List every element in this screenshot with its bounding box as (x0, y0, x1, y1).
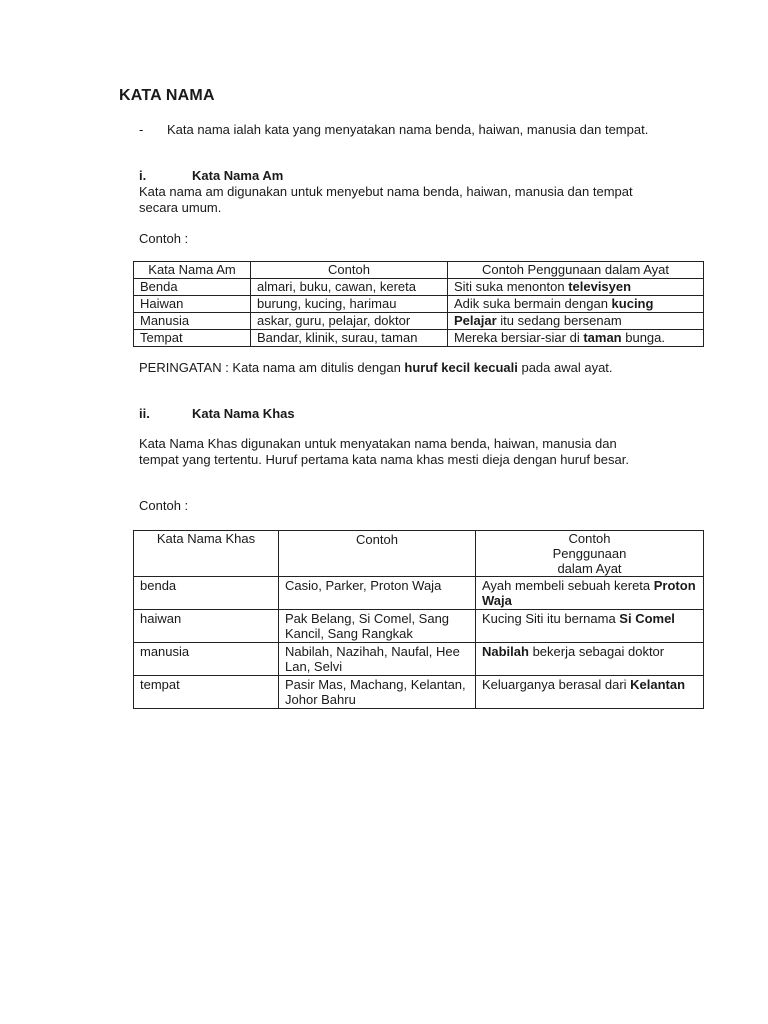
section1-number: i. (139, 168, 147, 183)
header-cell: Contoh (279, 531, 476, 577)
examples-cell: Casio, Parker, Proton Waja (279, 577, 476, 610)
sentence-text: Kucing Siti itu bernama (482, 611, 620, 626)
warning-text: PERINGATAN : Kata nama am ditulis dengan (139, 360, 405, 375)
bullet-dash: - (139, 122, 144, 137)
table-row (134, 577, 704, 610)
table-row (134, 313, 704, 330)
category-cell: manusia (134, 643, 279, 676)
section2-description: Kata Nama Khas digunakan untuk menyatakan nama benda, haiwan, manusia dan tempat yang tertentu. Huruf pertama kata nama khas mesti dieja dengan huruf besar. (139, 436, 629, 467)
sentence-text: Adik suka bermain dengan (454, 296, 612, 311)
sentence-text: Mereka bersiar-siar di (454, 330, 584, 345)
sentence-text: Keluarganya berasal dari (482, 677, 631, 692)
sentence-text: bekerja sebagai doktor (528, 644, 665, 659)
section2-example-label: Contoh : (139, 498, 189, 513)
header-cell: Kata Nama Khas (134, 531, 279, 577)
warning-note (139, 360, 634, 376)
intro-text: Kata nama ialah kata yang menyatakan nama benda, haiwan, manusia dan tempat. (167, 122, 649, 137)
sentence-cell (476, 610, 704, 643)
sentence-cell (448, 296, 704, 313)
sentence-bold-word: Pelajar (454, 313, 497, 328)
sentence-bold-word: Si Comel (619, 611, 675, 626)
header-cell: Contoh Penggunaan dalam Ayat (448, 262, 704, 279)
examples-cell: askar, guru, pelajar, doktor (251, 313, 448, 330)
category-cell: haiwan (134, 610, 279, 643)
sentence-text: itu sedang bersenam (496, 313, 622, 328)
sentence-bold-word: televisyen (568, 279, 632, 294)
category-cell: tempat (134, 676, 279, 709)
sentence-bold-word: taman (583, 330, 622, 345)
header-cell: Contoh Penggunaan dalam Ayat (476, 531, 704, 577)
examples-cell: almari, buku, cawan, kereta (251, 279, 448, 296)
kata-nama-am-table (133, 261, 704, 347)
warning-text: pada awal ayat. (517, 360, 613, 375)
sentence-bold-word: Nabilah (482, 644, 529, 659)
sentence-cell (476, 643, 704, 676)
sentence-cell (476, 676, 704, 709)
examples-cell: Nabilah, Nazihah, Naufal, Hee Lan, Selvi (279, 643, 476, 676)
table-row (134, 643, 704, 676)
section2-number: ii. (139, 406, 150, 421)
table-row (134, 676, 704, 709)
sentence-cell (448, 279, 704, 296)
table-row (134, 330, 704, 347)
sentence-text: Siti suka menonton (454, 279, 569, 294)
category-cell: benda (134, 577, 279, 610)
warning-bold-text: huruf kecil kecuali (404, 360, 518, 375)
section1-description: Kata nama am digunakan untuk menyebut nama benda, haiwan, manusia dan tempat secara umum. (139, 184, 633, 215)
kata-nama-khas-table (133, 530, 704, 709)
table-row (134, 296, 704, 313)
table-row (134, 610, 704, 643)
examples-cell: Bandar, klinik, surau, taman (251, 330, 448, 347)
sentence-bold-word: Proton Waja (482, 578, 696, 608)
sentence-text: Ayah membeli sebuah kereta (482, 578, 654, 593)
section1-example-label: Contoh : (139, 231, 189, 246)
examples-cell: Pasir Mas, Machang, Kelantan, Johor Bahru (279, 676, 476, 709)
header-cell: Contoh (251, 262, 448, 279)
sentence-bold-word: Kelantan (630, 677, 686, 692)
sentence-text: bunga. (621, 330, 665, 345)
sentence-cell (448, 330, 704, 347)
header-cell: Kata Nama Am (134, 262, 251, 279)
section2-heading: Kata Nama Khas (192, 406, 295, 421)
table-header-row (134, 531, 704, 577)
category-cell: Manusia (134, 313, 251, 330)
category-cell: Benda (134, 279, 251, 296)
table-header-row (134, 262, 704, 279)
sentence-cell (476, 577, 704, 610)
sentence-cell (448, 313, 704, 330)
table-row (134, 279, 704, 296)
category-cell: Haiwan (134, 296, 251, 313)
sentence-bold-word: kucing (611, 296, 654, 311)
category-cell: Tempat (134, 330, 251, 347)
examples-cell: Pak Belang, Si Comel, Sang Kancil, Sang Rangkak (279, 610, 476, 643)
section1-heading: Kata Nama Am (192, 168, 284, 183)
page-title: KATA NAMA (119, 87, 215, 104)
examples-cell: burung, kucing, harimau (251, 296, 448, 313)
